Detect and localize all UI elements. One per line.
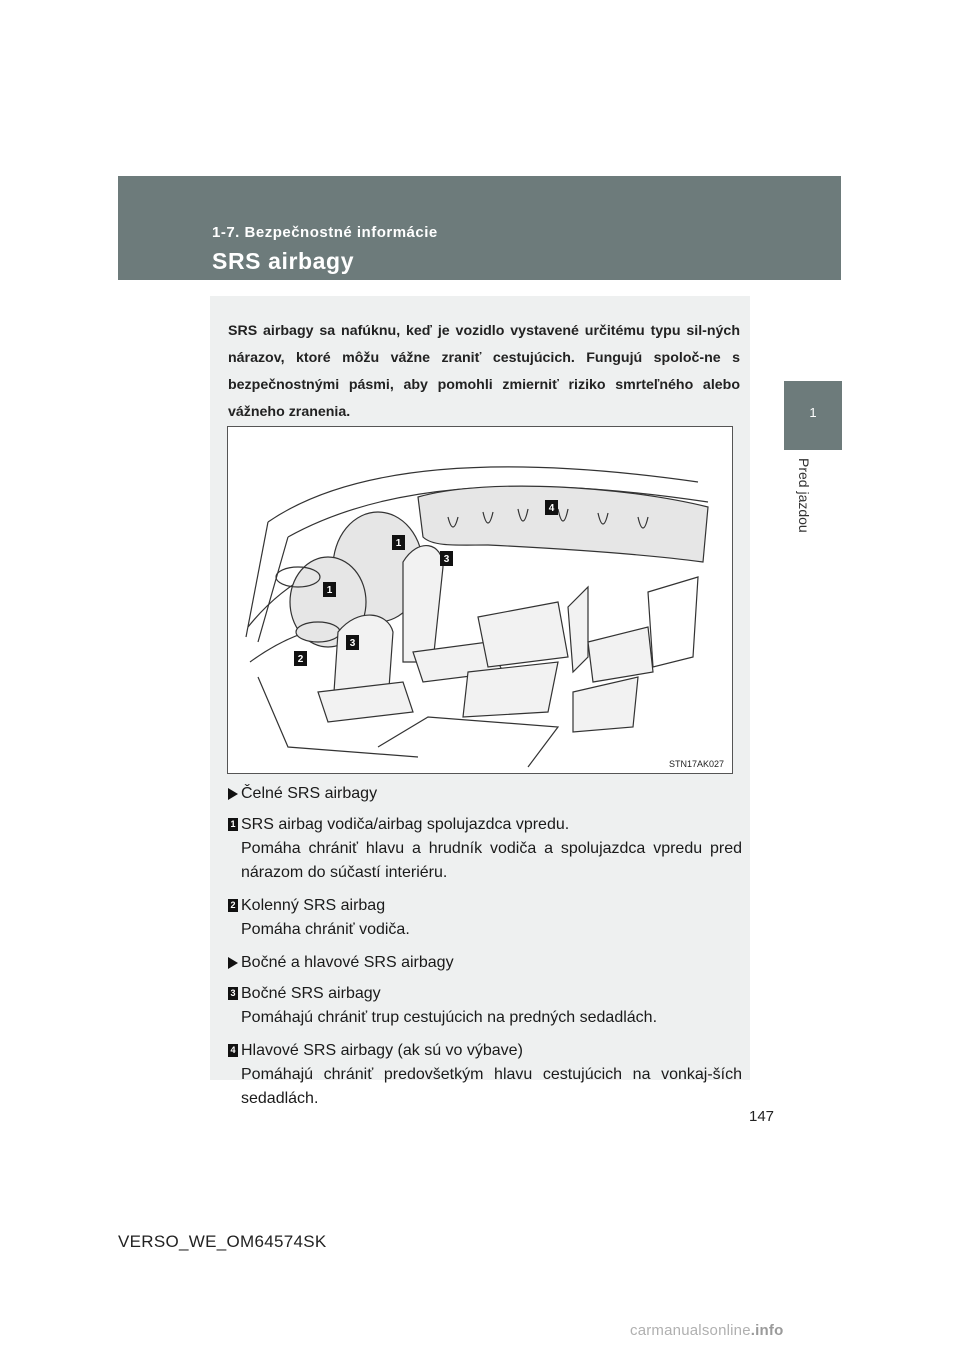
page-title: SRS airbagy — [212, 248, 355, 274]
number-badge-icon: 3 — [228, 987, 238, 1000]
watermark-right: .info — [750, 1322, 784, 1339]
callout-3-lower-label: 3 — [349, 638, 356, 649]
list-item — [228, 894, 742, 942]
callout-2-label: 2 — [297, 654, 304, 665]
section-heading-side — [228, 951, 742, 975]
car-interior-drawing — [228, 427, 732, 773]
watermark-left: carmanualsonline — [630, 1322, 751, 1339]
item-title: SRS airbag vodiča/airbag spolujazdca vpredu. — [241, 816, 570, 833]
callout-4-label: 4 — [548, 503, 555, 514]
chapter-label: Pred jazdou — [796, 458, 812, 533]
section-heading-text: Bočné a hlavové SRS airbagy — [241, 954, 454, 971]
item-description: Pomáhajú chrániť trup cestujúcich na predných sedadlách. — [241, 1009, 658, 1026]
section-heading-text: Čelné SRS airbagy — [241, 785, 378, 802]
figure-code: STN17AK027 — [668, 759, 724, 769]
page-number: 147 — [749, 1108, 775, 1125]
arrow-icon — [228, 957, 238, 969]
chapter-tab — [784, 381, 842, 450]
item-description: Pomáha chrániť vodiča. — [241, 921, 410, 938]
list-item — [228, 1039, 742, 1111]
watermark — [630, 1322, 783, 1339]
callout-3-upper-label: 3 — [443, 554, 450, 565]
airbag-illustration — [227, 426, 733, 774]
list-item — [228, 982, 742, 1030]
callout-1-upper-label: 1 — [395, 538, 402, 549]
content-box — [210, 296, 750, 1107]
number-badge-icon: 4 — [228, 1044, 238, 1057]
chapter-number: 1 — [809, 405, 817, 420]
item-description: Pomáhajú chrániť predovšetkým hlavu cestujúcich na vonkaj-ších sedadlách. — [241, 1066, 742, 1107]
number-badge-icon: 2 — [228, 899, 238, 912]
item-title: Kolenný SRS airbag — [241, 897, 386, 914]
section-heading-front — [228, 782, 742, 806]
airbag-list — [228, 782, 742, 1120]
arrow-icon — [228, 788, 238, 800]
item-title: Hlavové SRS airbagy (ak sú vo výbave) — [241, 1042, 523, 1059]
intro-text: SRS airbagy sa nafúknu, keď je vozidlo vystavené určitému typu sil-ných nárazov, ktoré môžu vážne zraniť cestujúcich. Fungujú spoloč-ne s bezpečnostnými pásmi, aby pomohli zmierniť riziko smrteľného alebo vážneho zranenia. — [228, 323, 740, 420]
header-band — [118, 176, 841, 280]
list-item — [228, 813, 742, 885]
item-description: Pomáha chrániť hlavu a hrudník vodiča a spolujazdca vpredu pred nárazom do súčastí interiéru. — [241, 840, 742, 881]
section-label: 1-7. Bezpečnostné informácie — [212, 224, 438, 241]
callout-1-lower-label: 1 — [326, 585, 333, 596]
item-title: Bočné SRS airbagy — [241, 985, 381, 1002]
document-code: VERSO_WE_OM64574SK — [118, 1232, 327, 1251]
number-badge-icon: 1 — [228, 818, 238, 831]
